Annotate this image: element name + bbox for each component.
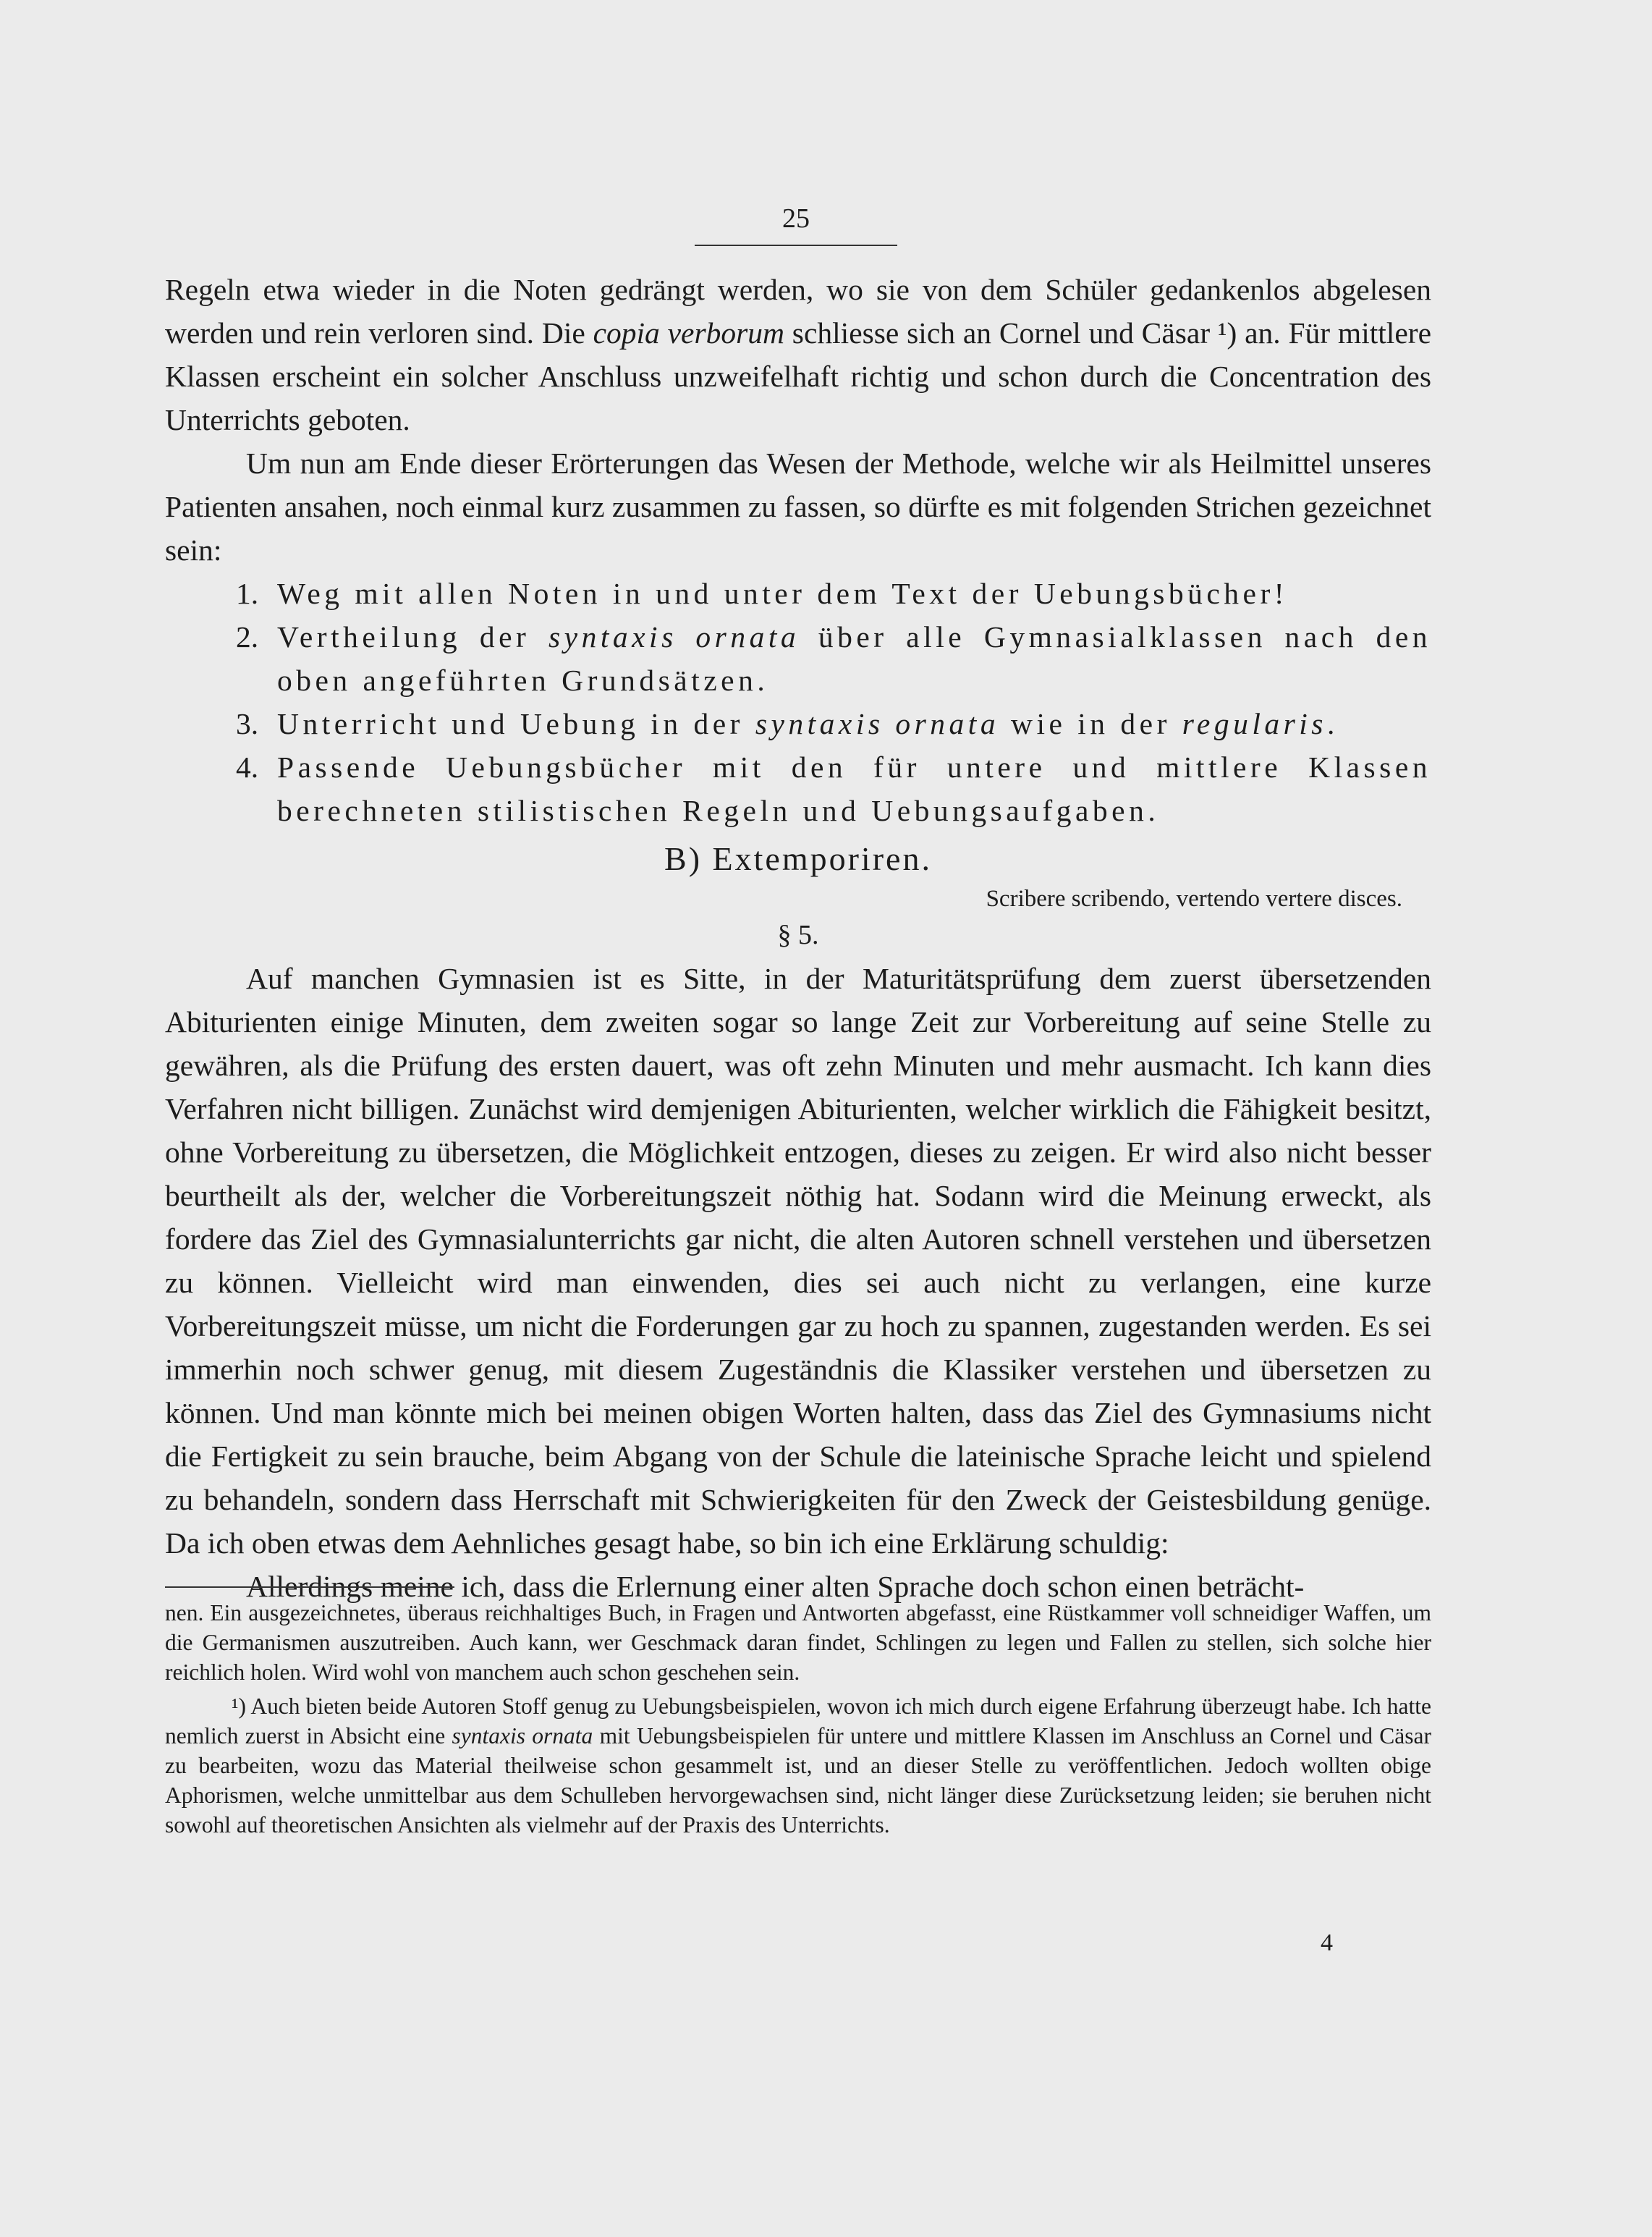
fn1-text-c: mit Uebungsbeispielen für untere und mittlere Klassen im Anschluss an Cornel und Cäsar zu bearbeiten, wozu das Material theilweise schon gesammelt ist, und an dieser Stelle zu veröffentlichen. Jedoch wollten obige Aphorismen, welche unmittelbar aus dem Schulleben hervorgewachsen sind, nicht länger diese Zurücksetzung leiden; sie beruhen nicht sowohl auf theoretischen Ansichten als vielmehr auf der Praxis des Unterrichts. <box>165 1723 1431 1838</box>
p1-text-c: schliesse sich an Cornel und Cäsar ¹) an. Für mittlere Klassen erscheint ein solcher Anschluss unzweifelhaft richtig und schon durch die Concentration des Unterrichts geboten. <box>165 316 1431 436</box>
p1-text-a: Regeln etwa wieder in die Noten gedrängt werden, wo sie von dem Schüler gedankenlos abgelesen werden und rein verloren sind. Die <box>165 273 1431 350</box>
signature-mark: 4 <box>1321 1929 1333 1956</box>
list-text: wie in der <box>999 707 1182 740</box>
list-number: 2. <box>236 620 259 654</box>
p1-italic: copia verborum <box>593 316 784 350</box>
list-item-1 <box>165 572 1431 615</box>
motto: Scribere scribendo, vertendo vertere disces. <box>986 886 1402 912</box>
paragraph-sign: § 5. <box>777 920 819 950</box>
footnote-continuation: nen. Ein ausgezeichnetes, überaus reichhaltiges Buch, in Fragen und Antworten abgefasst, eine Rüstkammer voll schneidiger Waffen, um die Germanismen auszutreiben. Auch kann, wer Geschmack daran findet, Schlingen zu legen und Fallen zu stellen, sich solche hier reichlich holen. Wird wohl von manchem auch schon geschehen sein. <box>165 1600 1431 1685</box>
section-heading: B) Extemporiren. <box>664 840 932 877</box>
page-number: 25 <box>695 203 897 246</box>
main-text <box>165 268 1431 1608</box>
list-text: Weg mit allen Noten in und unter dem Text der Uebungsbücher! <box>277 577 1289 610</box>
list-italic: syntaxis ornata <box>755 707 1000 740</box>
paragraph-3: Auf manchen Gymnasien ist es Sitte, in der Maturitätsprüfung dem zuerst übersetzenden Abiturienten einige Minuten, dem zweiten sogar so lange Zeit zur Vorbereitung auf seine Stelle zu gewähren, als die Prüfung des ersten dauert, was oft zehn Minuten und mehr ausmacht. Ich kann dies Verfahren nicht billigen. Zunächst wird demjenigen Abiturienten, welcher wirklich die Fähigkeit besitzt, ohne Vorbereitung zu übersetzen, die Möglichkeit entzogen, dieses zu zeigen. Er wird also nicht besser beurtheilt als der, welcher die Vorbereitungszeit nöthig hat. Sodann wird die Meinung erweckt, als fordere das Ziel des Gymnasialunterrichts gar nicht, die alten Autoren schnell verstehen und übersetzen zu können. Vielleicht wird man einwenden, dies sei auch nicht zu verlangen, eine kurze Vorbereitungszeit müsse, um nicht die Forderungen gar zu hoch zu spannen, zugestanden werden. Es sei immerhin noch schwer genug, mit diesem Zugeständnis die Klassiker verstehen und übersetzen zu können. Und man könnte mich bei meinen obigen Worten halten, dass das Ziel des Gymnasiums nicht die Fertigkeit zu sein brauche, beim Abgang von der Schule die lateinische Sprache leicht und spielend zu behandeln, sondern dass Herrschaft mit Schwierigkeiten für den Zweck der Geistesbildung genüge. Da ich oben etwas dem Aehnliches gesagt habe, so bin ich eine Erklärung schuldig: <box>165 962 1431 1560</box>
list-item-4 <box>165 745 1431 832</box>
paragraph-4: Allerdings meine ich, dass die Erlernung einer alten Sprache doch schon einen beträcht- <box>246 1570 1305 1603</box>
list-number: 1. <box>236 577 259 610</box>
list-italic: syntaxis ornata <box>548 620 800 654</box>
list-italic: regularis <box>1182 707 1327 740</box>
list-text: über alle Gymnasialklassen nach den oben angeführten Grundsätzen. <box>277 620 1431 697</box>
list-text: Passende Uebungsbücher mit den für untere und mittlere Klassen berechneten stilistischen Regeln und Uebungsaufgaben. <box>277 750 1431 827</box>
footnote-divider <box>165 1586 454 1588</box>
paragraph-1 <box>165 268 1431 441</box>
fn1-italic: syntaxis ornata <box>452 1723 593 1748</box>
list-text: . <box>1326 707 1339 740</box>
list-item-3 <box>165 702 1431 745</box>
list-item-2 <box>165 615 1431 702</box>
list-number: 4. <box>236 750 259 784</box>
list-text: Vertheilung der <box>277 620 549 654</box>
footnote-1 <box>165 1691 1431 1840</box>
paragraph-2: Um nun am Ende dieser Erörterungen das Wesen der Methode, welche wir als Heilmittel unseres Patienten ansahen, noch einmal kurz zusammen zu fassen, so dürfte es mit folgenden Strichen gezeichnet sein: <box>165 447 1431 567</box>
fn1-text-a: ¹) Auch bieten beide Autoren Stoff genug zu Uebungsbeispielen, wovon ich mich durch eigene Erfahrung überzeugt habe. Ich hatte nemlich zuerst in Absicht eine <box>165 1693 1431 1748</box>
list-number: 3. <box>236 707 259 740</box>
list-text: Unterricht und Uebung in der <box>277 707 755 740</box>
footnotes <box>165 1598 1431 1840</box>
